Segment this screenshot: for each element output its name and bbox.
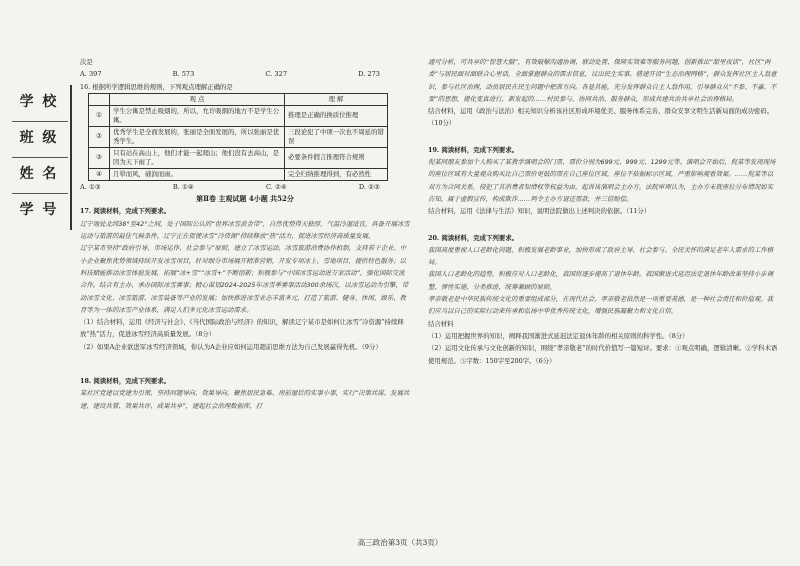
q19-title: 19. 阅读材料，完成下列要求。: [428, 145, 519, 154]
table-header-row: [89, 93, 388, 105]
q17-requirement-2: （2）如果A企业欲进军冰雪经济领域，你认为A企业应如何运用超前思维方法为自己发展赢得先机。（9分）: [80, 342, 382, 351]
row-view: 月晕而风，础润而雨。: [110, 168, 285, 180]
table-row: [89, 168, 388, 180]
option-b: B. 573: [172, 70, 195, 79]
q20-paragraph: 孝亲敬老是中华民族传统文化的重要组成部分，在现代社会，孝亲敬老依然是一项重要美德，是一种社会责任和价值观。我们应当以自己的实际行动来传承和弘扬中华优秀传统文化，增强民族凝聚力和文化自信。: [428, 295, 774, 316]
page-footer: 高三政治第3页（共3页）: [357, 538, 443, 547]
q19-paragraph: 倪某同朋友参加个人购买了某教学演唱会的门票，票价分别为699元、999元、1299元等。演唱会开始后，倪某等发现现场的座位区域有大量观众购买比自己票价更低的票在自己座位区域，座位不依据标示区域，严重影响观看效果。……倪某等以双方为合同关系，侵犯了其消费者知情权等权益为由，起诉该演唱会主办方。法院审理认为，主办方未就座位分布情况如实告知，属于虚假宣传，构成欺诈……判令主办方退还票款，并三倍赔偿。: [428, 158, 776, 203]
option-a: A. ①③: [80, 182, 101, 191]
row-num: ④: [89, 168, 110, 180]
q16-options: [80, 181, 410, 193]
table-header-understanding: 理 解: [285, 93, 388, 105]
student-info-sidebar: [8, 85, 72, 230]
school-label: 学 校: [19, 94, 59, 110]
q16-stem: 16. 根据所学逻辑思维的规则，下列观点理解正确的是: [80, 82, 233, 91]
option-a: A. 397: [80, 70, 102, 79]
divider: [12, 157, 68, 158]
q18-title: 18. 阅读材料，完成下列要求。: [80, 377, 171, 386]
row-view: 只有站在高山上，他们才能一起爬山；他们没有去高山，是因为天下雨了。: [110, 147, 285, 168]
q18-requirement: 结合材料，运用《政治与法治》相关知识分析该社区形成环境优美、服务体系完善、群众安享文明生活新局面的成功密码。（10分）: [428, 107, 774, 128]
right-column: [428, 56, 778, 367]
q17-requirement-1: （1）结合材料，运用《经济与社会》、《当代国际政治与经济》的知识，解读辽宁某市是如何让冰雪“冷资源”持续释放“热”活力，促进冰雪经济高质量发展。（8分）: [80, 318, 404, 339]
section-title: 第Ⅱ卷 主观试题 4小题 共52分: [196, 194, 294, 204]
row-num: ②: [89, 126, 110, 147]
q18-paragraph-cont: 通可分析，可共享的“智慧大脑”，有效破解沟通协调、联动处置、保障实效难等服务问题，创新推出“甜里夜话”，社区“两委”与居民面对面联合心里话，全面掌握群众的需求信息，议出民生实事。搭建开设“生态治理网格”，群众发挥社区主人翁意识，参与社区治理，动员居民在民生问题中把准方向。各显其能，充分发挥群众自主人翁作用，引导群众从“不参、不嘉、不要”的思想，提化变真进行，新发起的……村民参与、协同共治、服务群众，形成共建共治共享社会治理格局。: [428, 58, 777, 103]
row-understanding: 必要条件假言推理符合规则: [285, 147, 388, 168]
q20-paragraph: 我国高度重视人口老龄化问题，积极发展老龄事业，加快形成了政府主导、社会参与、全民关怀的满足老年人需求的工作格局。: [428, 245, 774, 267]
option-b: B. ①④: [172, 182, 194, 191]
class-label: 班 级: [19, 130, 59, 146]
option-d: D. ②③: [358, 182, 380, 191]
row-num: ①: [89, 105, 110, 126]
row-view: 学生公寓是禁止吸烟的，所以，允许吸烟的地方不是学生公寓。: [110, 105, 285, 126]
q20-paragraph: 我国人口老龄化的趋势，积极应对人口老龄化，我国将逐步提高了退休年龄。我国渐进式延迟法定退休年龄改革坚持小步调整、弹性实施、分类推进、统筹兼顾的原则。: [428, 270, 774, 291]
table-header-num: [89, 93, 110, 105]
q15-options: [80, 68, 410, 80]
table-row: [89, 126, 388, 147]
q18-paragraph: 某社区党建以党建为引领，坚持问题导向、效果导向，聚焦居民急难、房前屋后的实事小事，实行“决策共谋、发展共建、建设共管、效果共评、成果共享”，建起社会治理数据库，打: [80, 389, 410, 410]
option-c: C. ②④: [265, 182, 287, 191]
q20-requirement-1: （1）运用把握世界的知识，阐释我国渐进式延迟法定退休年龄的相关原则的科学性。（8分）: [428, 331, 689, 340]
row-num: ③: [89, 147, 110, 168]
left-column: [80, 56, 410, 412]
option-c: C. 327: [265, 70, 288, 79]
q17-paragraph: 辽宁某市坚持“政府引导、市场运作、社会参与”原则，建立了冰雪运动、冰雪旅游消费协作机制，支持若干企业、中小企业聚焦优势领域持续开发冰雪项目，针对细分市场展开精准营销，开发专项冰上、雪地项目，提供特色服务；以科技赋能推动冰雪体验发展，拓展“冰+雪”“冰雪+”不断创新；积极参与“中国冰雪运动进万家活动”，强化国际交流合作。结合有主办、承办国际冰雪赛事；精心谋划2024-2025年冰雪季赛事活动300余场次，以冰雪运动为引擎，带动冰雪文化、冰雪旅游、冰雪装备等产业的发展；加快推进冰雪业态丰富多元，打造了旅游、健身、休闲、娱乐、教育等为一体的冰雪产业体系，满足人们多元化冰雪运动需求。: [80, 244, 409, 314]
divider: [12, 193, 68, 194]
intro-text: 次是: [80, 58, 93, 66]
q20-requirement-2: （2）运用文化传承与文化创新的知识，围绕“孝亲敬老”的时代价值写一篇短评。要求：①观点明确，逻辑清晰。②学科术语使用规范。③字数：150字至200字。（6分）: [428, 344, 778, 365]
option-d: D. 273: [358, 70, 380, 79]
q17-title: 17. 阅读材料，完成下列要求。: [80, 207, 171, 216]
q20-title: 20. 阅读材料，完成下列要求。: [428, 233, 519, 242]
row-view: 优秀学生是全面发展的，张丽是全面发展的，所以张丽是优秀学生。: [110, 126, 285, 147]
q16-table: [88, 93, 388, 181]
table-header-view: 观 点: [110, 93, 285, 105]
table-row: [89, 147, 388, 168]
name-label: 姓 名: [19, 166, 59, 182]
row-understanding: 推理是正确的换质位推理: [285, 105, 388, 126]
q19-requirement: 结合材料，运用《法律与生活》知识，说明法院做出上述判决的依据。（11分）: [428, 207, 651, 216]
row-understanding: 完全归纳推理得到，有必然性: [285, 168, 388, 180]
q20-requirement-label: 结合材料: [428, 319, 454, 328]
row-understanding: 三段论犯了中项一次也不周延的错误: [285, 126, 388, 147]
divider: [12, 121, 68, 122]
q17-paragraph: 辽宁地处北纬38°至42°之间，处于国际公认的“世界冰雪黄金带”，自然优势得天独厚，气温冷湿适宜，具备开展冰雪运动与旅游的最佳气候条件。辽宁正在促使冰雪“冷资源”持续释放“热”活力，促进冰雪经济高质量发展。: [80, 219, 410, 241]
student-id-label: 学 号: [19, 202, 59, 218]
table-row: [89, 105, 388, 126]
